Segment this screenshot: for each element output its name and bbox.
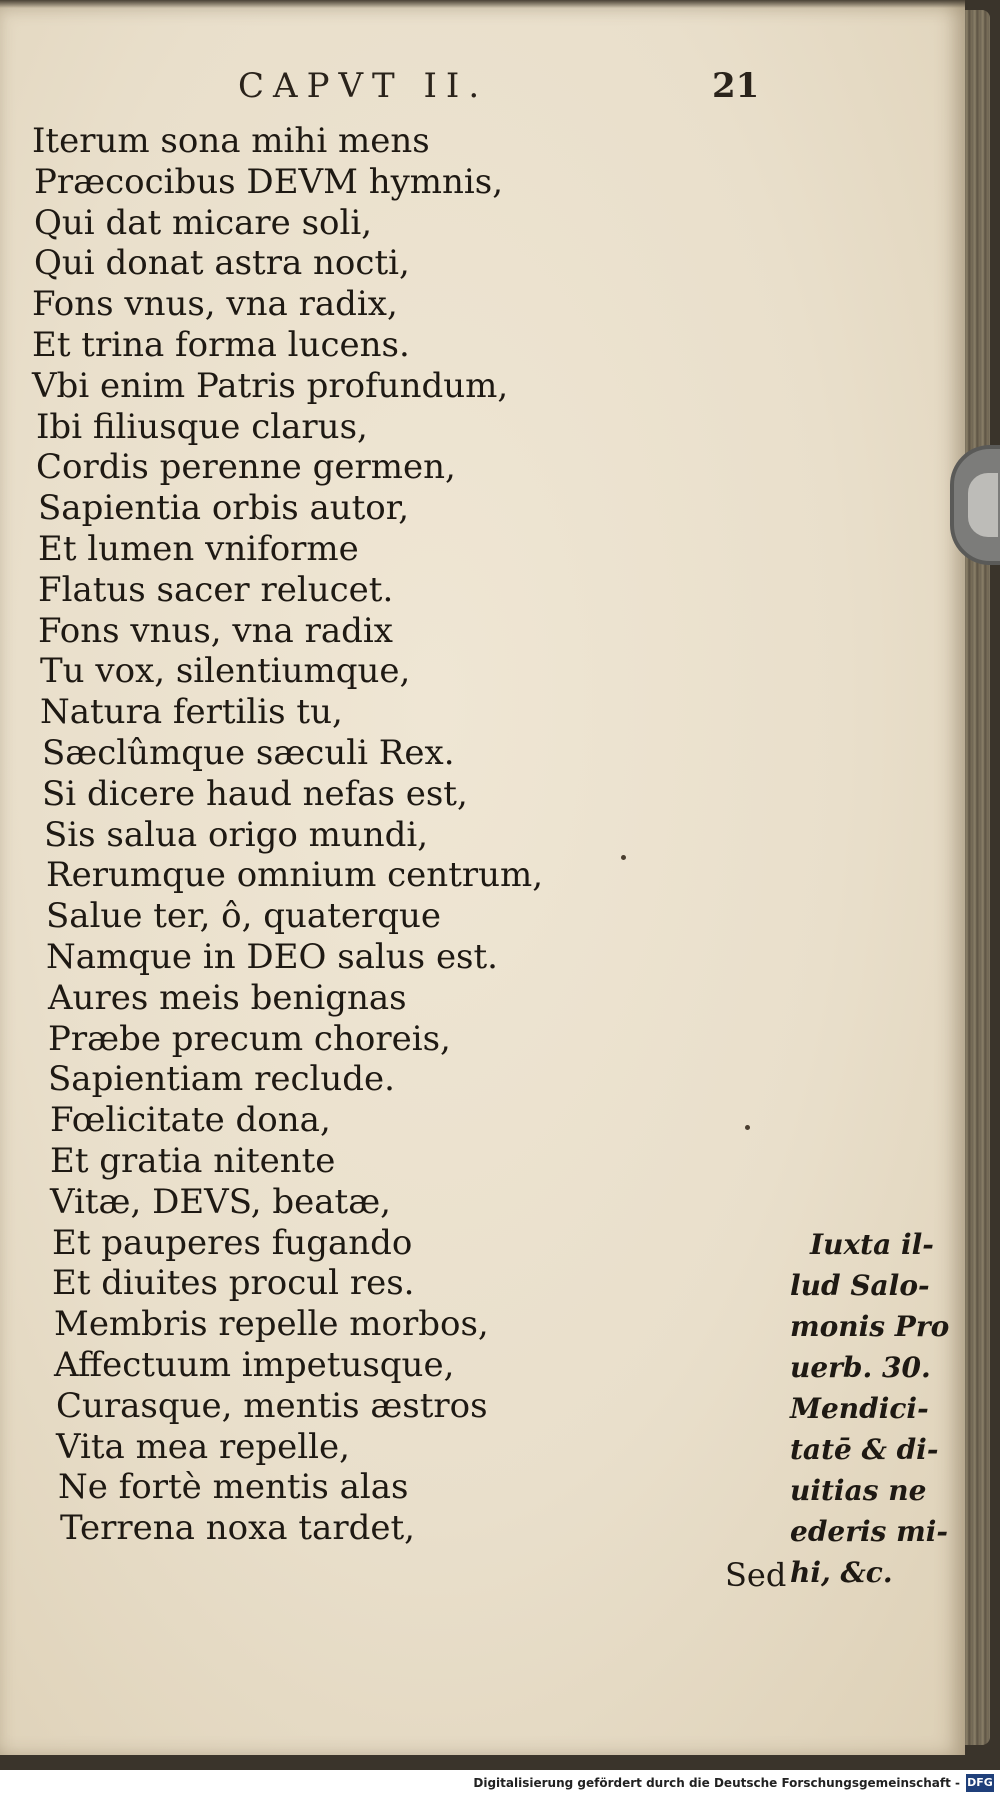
verse-line: Sæclûmque sæculi Rex. xyxy=(42,733,455,773)
verse-line: Aures meis benignas xyxy=(48,977,407,1018)
dfg-logo: DFG xyxy=(966,1774,994,1792)
margin-note-line: ederis mi- xyxy=(790,1515,948,1548)
verse-line: Vbi enim Patris profundum, xyxy=(32,365,509,406)
verse-line: Fœlicitate dona, xyxy=(50,1100,331,1141)
margin-note-line: Iuxta il- xyxy=(810,1228,934,1261)
footer-bar xyxy=(0,1770,1000,1799)
verse-line: Namque in DEO salus est. xyxy=(46,937,498,977)
verse-line: Præbe precum choreis, xyxy=(48,1018,451,1059)
funding-credit: Digitalisierung gefördert durch die Deutsche Forschungsgemeinschaft - xyxy=(473,1776,960,1790)
verse-line: Ibi filiusque clarus, xyxy=(36,406,368,447)
verse-line: Flatus sacer relucet. xyxy=(38,569,394,610)
verse-line: Affectuum impetusque, xyxy=(54,1345,455,1385)
verse-line: Præcocibus DEVM hymnis, xyxy=(34,161,504,202)
verse-line: Fons vnus, vna radix, xyxy=(32,284,398,325)
verse-line: Terrena noxa tardet, xyxy=(60,1508,415,1549)
verse-line: Iterum sona mihi mens xyxy=(32,121,430,161)
verse-line: Et trina forma lucens. xyxy=(32,325,410,365)
margin-note-line: hi, &c. xyxy=(790,1556,893,1589)
page-number: 21 xyxy=(712,66,760,106)
verse-line: Et diuites procul res. xyxy=(52,1263,415,1304)
margin-note-line: uerb. 30. xyxy=(790,1351,931,1384)
verse-line: Sis salua origo mundi, xyxy=(44,814,429,855)
verse-line: Curasque, mentis æstros xyxy=(56,1385,488,1426)
verse-line: Vita mea repelle, xyxy=(56,1426,350,1467)
verse-line: Ne fortè mentis alas xyxy=(58,1467,409,1508)
margin-note-line: monis Pro xyxy=(790,1310,950,1343)
verse-line: Qui donat astra nocti, xyxy=(34,243,410,284)
book-clasp xyxy=(950,445,1000,565)
verse-line: Et pauperes fugando xyxy=(52,1222,413,1263)
verse-line: Cordis perenne germen, xyxy=(36,447,456,488)
clasp-highlight xyxy=(968,473,998,537)
ink-speck xyxy=(745,1125,750,1130)
verse-line: Et lumen vniforme xyxy=(38,529,359,569)
margin-note-line: Mendici- xyxy=(790,1392,929,1425)
margin-note-line: uitias ne xyxy=(790,1474,927,1507)
margin-note-line: lud Salo- xyxy=(790,1269,930,1302)
verse-line: Vitæ, DEVS, beatæ, xyxy=(50,1181,391,1222)
verse-line: Qui dat micare soli, xyxy=(34,202,373,243)
margin-note-line: tatē & di- xyxy=(790,1433,939,1466)
verse-line: Et gratia nitente xyxy=(50,1141,336,1181)
running-head: CAPVT II. xyxy=(238,66,489,106)
verse-line: Salue ter, ô, quaterque xyxy=(46,896,442,937)
verse-line: Sapientiam reclude. xyxy=(48,1059,395,1100)
verse-line: Sapientia orbis autor, xyxy=(38,488,410,529)
verse-line: Si dicere haud nefas est, xyxy=(42,773,468,814)
catchword: Sed xyxy=(725,1556,787,1594)
verse-line: Rerumque omnium centrum, xyxy=(46,855,544,896)
page-top-shadow xyxy=(0,0,965,8)
verse-line: Tu vox, silentiumque, xyxy=(40,651,411,692)
verse-line: Fons vnus, vna radix xyxy=(38,610,393,651)
verse-line: Natura fertilis tu, xyxy=(40,692,343,733)
ink-speck xyxy=(621,855,626,860)
verse-line: Membris repelle morbos, xyxy=(54,1304,489,1345)
